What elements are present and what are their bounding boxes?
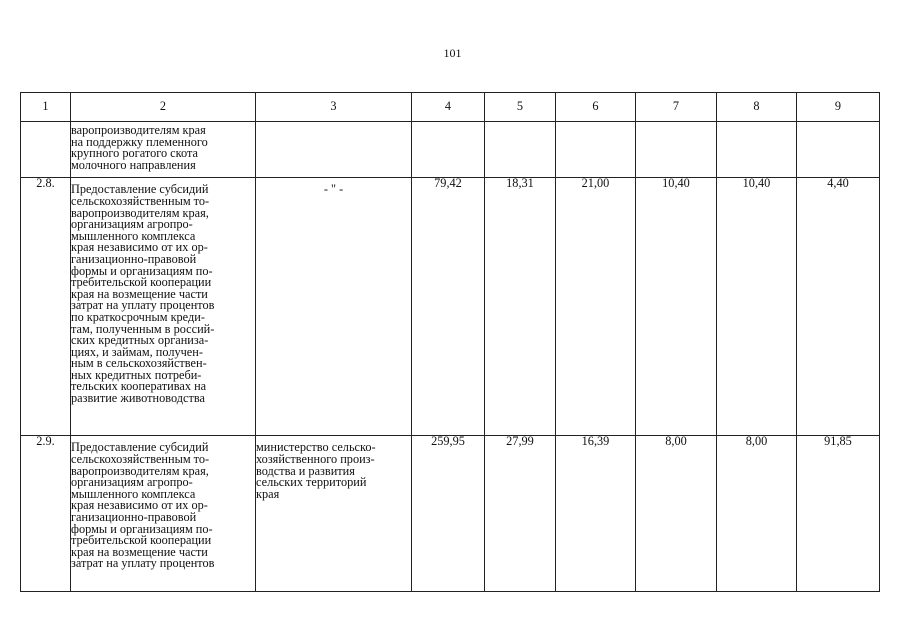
continuation-description (71, 122, 256, 178)
description-line: варопроизводителям края, (71, 463, 209, 478)
row-value-col-8: 10,40 (717, 178, 797, 436)
row-value-col-6: 21,00 (556, 178, 636, 436)
table-row-2-9 (21, 436, 880, 592)
description-line: затрат на уплату процентов (71, 556, 215, 571)
continuation-line: варопроизводителям края (71, 123, 206, 137)
column-header-4: 4 (412, 93, 485, 122)
continuation-executor-cell (256, 122, 412, 178)
column-number-header-row (21, 93, 880, 122)
description-line: циях, и займам, получен- (71, 344, 203, 359)
column-header-7: 7 (636, 93, 717, 122)
executor-line: водства и развития (256, 463, 355, 478)
column-header-3: 3 (256, 93, 412, 122)
executor-line: сельских территорий (256, 475, 367, 490)
row-value-col-5: 18,31 (485, 178, 556, 436)
executor-line: министерство сельско- (256, 440, 376, 455)
description-line: по краткосрочным креди- (71, 309, 205, 324)
column-header-5: 5 (485, 93, 556, 122)
description-line: тельских кооперативах на (71, 379, 207, 394)
description-line: мышленного комплекса (71, 486, 196, 501)
continuation-row (21, 122, 880, 178)
continuation-line: крупного рогатого скота (71, 146, 198, 161)
description-line: ганизационно-правовой (71, 251, 197, 266)
continuation-number-cell (21, 122, 71, 178)
description-line: затрат на уплату процентов (71, 298, 215, 313)
description-line: формы и организациям по- (71, 521, 213, 536)
description-line: Предоставление субсидий (71, 440, 209, 455)
continuation-line: молочного направления (71, 157, 196, 172)
description-line: ных кредитных потреби- (71, 367, 202, 382)
description-line: требительской кооперации (71, 275, 212, 290)
executor-line: края (256, 486, 280, 501)
row-value-col-7: 10,40 (636, 178, 717, 436)
row-value-col-8: 8,00 (717, 436, 797, 592)
column-header-1: 1 (21, 93, 71, 122)
description-line: мышленного комплекса (71, 228, 196, 243)
description-line: края на возмещение части (71, 286, 208, 301)
row-value-col-7: 8,00 (636, 436, 717, 592)
description-line: там, полученным в россий- (71, 321, 215, 336)
description-line: формы и организациям по- (71, 263, 213, 278)
table-row-2-8 (21, 178, 880, 436)
description-line: развитие животноводства (71, 391, 205, 406)
row-value-col-9: 4,40 (797, 178, 880, 436)
row-number: 2.8. (21, 178, 71, 436)
column-header-9: 9 (797, 93, 880, 122)
continuation-value-cell (717, 122, 797, 178)
continuation-value-cell (636, 122, 717, 178)
row-number: 2.9. (21, 436, 71, 592)
row-executor: - " - (256, 178, 412, 436)
row-executor (256, 436, 412, 592)
row-value-col-9: 91,85 (797, 436, 880, 592)
description-line: ным в сельскохозяйствен- (71, 356, 207, 371)
description-line: края на возмещение части (71, 544, 208, 559)
description-line: края независимо от их ор- (71, 240, 208, 255)
continuation-value-cell (797, 122, 880, 178)
description-line: организациям агропро- (71, 475, 193, 490)
subsidy-table (20, 92, 880, 592)
description-line: варопроизводителям края, (71, 205, 209, 220)
row-value-col-4: 259,95 (412, 436, 485, 592)
column-header-6: 6 (556, 93, 636, 122)
description-line: ганизационно-правовой (71, 509, 197, 524)
description-line: сельскохозяйственным то- (71, 451, 210, 466)
row-value-col-5: 27,99 (485, 436, 556, 592)
continuation-line: на поддержку племенного (71, 134, 208, 149)
description-line: края независимо от их ор- (71, 498, 208, 513)
continuation-value-cell (412, 122, 485, 178)
column-header-8: 8 (717, 93, 797, 122)
description-line: сельскохозяйственным то- (71, 193, 210, 208)
continuation-value-cell (556, 122, 636, 178)
description-line: Предоставление субсидий (71, 182, 209, 197)
description-line: требительской кооперации (71, 533, 212, 548)
column-header-2: 2 (71, 93, 256, 122)
page-number: 101 (443, 46, 462, 60)
description-line: ских кредитных организа- (71, 333, 209, 348)
row-value-col-4: 79,42 (412, 178, 485, 436)
executor-line: хозяйственного произ- (256, 451, 375, 466)
row-value-col-6: 16,39 (556, 436, 636, 592)
row-description (71, 178, 256, 436)
description-line: организациям агропро- (71, 217, 193, 232)
row-description (71, 436, 256, 592)
continuation-value-cell (485, 122, 556, 178)
